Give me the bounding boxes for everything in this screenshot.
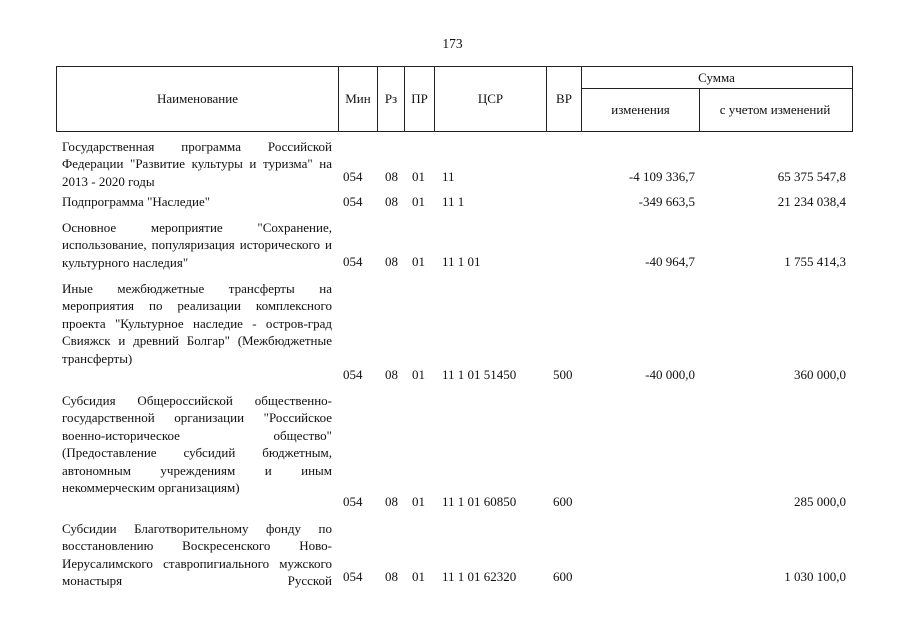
row-csr: 11 1 — [442, 194, 465, 209]
row-csr: 11 1 01 — [442, 254, 481, 269]
row-total: 65 375 547,8 — [777, 169, 846, 184]
header-changes: изменения — [611, 102, 670, 117]
row-name: Субсидии Благотворительному фонду по восстановлению Воскресенского Ново-Иерусалимского ставропигиального мужского монастыря Русской — [62, 521, 332, 589]
header-vr: ВР — [556, 91, 572, 106]
row-rz: 08 — [385, 367, 398, 382]
row-vr: 500 — [553, 367, 573, 382]
row-rz: 08 — [385, 169, 398, 184]
row-vr: 600 — [553, 569, 573, 584]
row-pr: 01 — [412, 254, 425, 269]
row-rz: 08 — [385, 254, 398, 269]
row-changes: -4 109 336,7 — [628, 169, 695, 184]
row-name: Подпрограмма "Наследие" — [62, 194, 211, 209]
row-name: Государственная программа Российской Федерации "Развитие культуры и туризма" на 2013 - 2020 годы — [62, 139, 332, 189]
row-pr: 01 — [412, 367, 425, 382]
row-total: 1 030 100,0 — [784, 569, 846, 584]
row-min: 054 — [343, 254, 363, 269]
row-min: 054 — [343, 494, 363, 509]
row-pr: 01 — [412, 194, 425, 209]
row-total: 285 000,0 — [794, 494, 846, 509]
row-csr: 11 1 01 62320 — [442, 569, 517, 584]
row-pr: 01 — [412, 569, 425, 584]
row-name: Субсидия Общероссийской общественно-государственной организации "Российское военно-историческое общество" (Предоставление субсидий бюджетным, автономным учреждениям и иным некоммерческим организациям) — [62, 393, 332, 496]
row-total: 21 234 038,4 — [777, 194, 846, 209]
row-pr: 01 — [412, 169, 425, 184]
row-min: 054 — [343, 194, 363, 209]
row-csr: 11 1 01 51450 — [442, 367, 517, 382]
row-min: 054 — [343, 569, 363, 584]
row-min: 054 — [343, 169, 363, 184]
row-changes: -40 000,0 — [645, 367, 695, 382]
header-csr: ЦСР — [477, 91, 504, 106]
row-total: 1 755 414,3 — [784, 254, 846, 269]
row-total: 360 000,0 — [794, 367, 846, 382]
page-number: 173 — [442, 36, 463, 51]
row-min: 054 — [343, 367, 363, 382]
header-with-changes: с учетом изменений — [719, 102, 831, 117]
header-pr: ПР — [411, 91, 428, 106]
row-rz: 08 — [385, 494, 398, 509]
row-csr: 11 1 01 60850 — [442, 494, 517, 509]
row-rz: 08 — [385, 569, 398, 584]
row-rz: 08 — [385, 194, 398, 209]
row-pr: 01 — [412, 494, 425, 509]
row-name: Иные межбюджетные трансферты на мероприятия по реализации комплексного проекта "Культурное наследие - остров-град Свияжск и древний Болгар" (Межбюджетные трансферты) — [62, 281, 332, 366]
row-changes: -40 964,7 — [645, 254, 695, 269]
header-sum: Сумма — [698, 70, 735, 85]
divider — [699, 88, 700, 131]
header-name: Наименование — [157, 91, 238, 106]
header-rz: Рз — [384, 91, 398, 106]
row-changes: -349 663,5 — [638, 194, 695, 209]
row-name: Основное мероприятие "Сохранение, использование, популяризация исторического и культурного наследия" — [62, 220, 332, 270]
header-min: Мин — [345, 91, 371, 106]
row-vr: 600 — [553, 494, 573, 509]
row-csr: 11 — [442, 169, 455, 184]
